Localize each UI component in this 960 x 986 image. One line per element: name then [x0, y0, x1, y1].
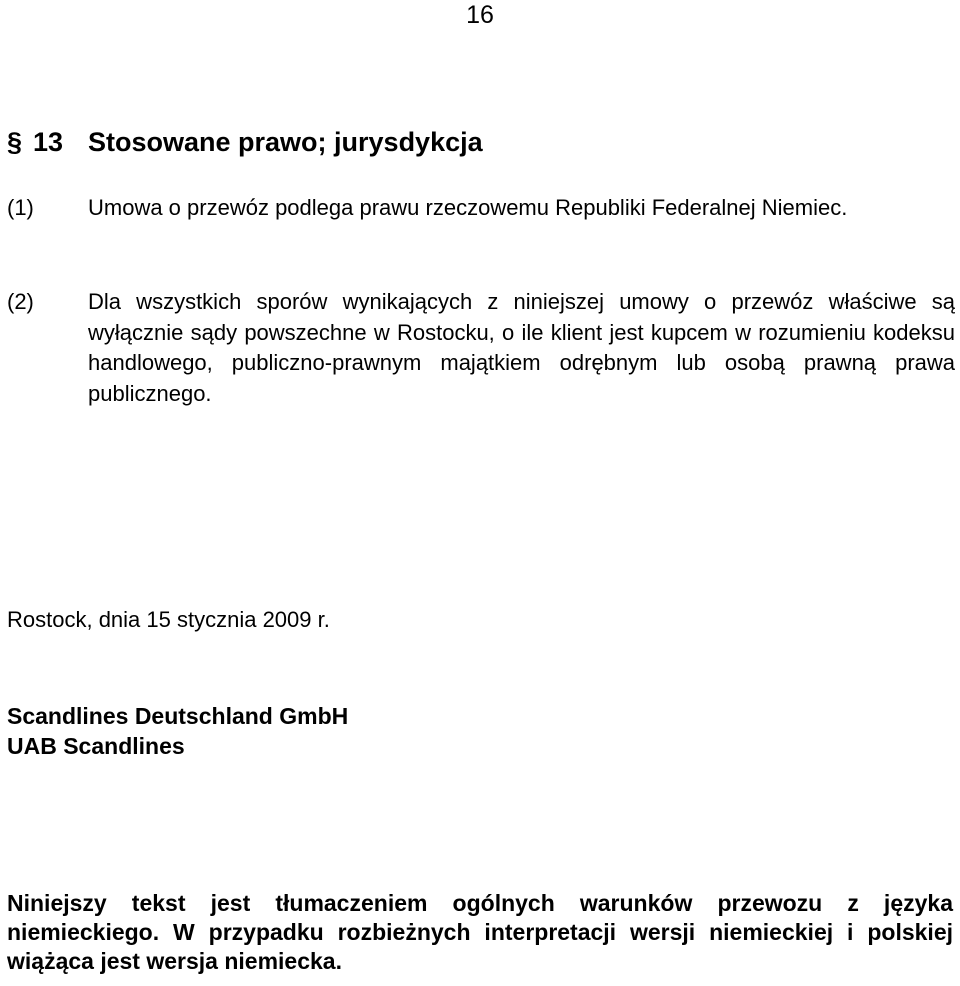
- clause-label: (1): [7, 195, 34, 220]
- page-number: 16: [466, 1, 494, 29]
- clause-2: [7, 287, 955, 409]
- company-name: UAB Scandlines: [7, 733, 185, 759]
- translation-note: Niniejszy tekst jest tłumaczeniem ogólnych warunków przewozu z języka niemieckiego. W przypadku rozbieżnych interpretacji wersji niemieckiej i polskiej wiążąca jest wersja niemiecka.: [7, 890, 953, 974]
- clause-text: Dla wszystkich sporów wynikających z niniejszej umowy o przewóz właściwe są wyłącznie sądy powszechne w Rostocku, o ile klient jest kupcem w rozumieniu kodeksu handlowego, publiczno-prawnym majątkiem odrębnym lub osobą prawną prawa publicznego.: [88, 289, 955, 406]
- section-title: Stosowane prawo; jurysdykcja: [88, 127, 483, 157]
- clause-label: (2): [7, 289, 34, 314]
- section-number: 13: [33, 127, 64, 157]
- clause-text: Umowa o przewóz podlega prawu rzeczowemu Republiki Federalnej Niemiec.: [88, 195, 848, 220]
- company-name: Scandlines Deutschland GmbH: [7, 703, 349, 729]
- section-heading: [7, 125, 947, 159]
- section-marker: §: [7, 127, 23, 157]
- date-line: Rostock, dnia 15 stycznia 2009 r.: [7, 607, 330, 632]
- clause-1: [7, 193, 955, 224]
